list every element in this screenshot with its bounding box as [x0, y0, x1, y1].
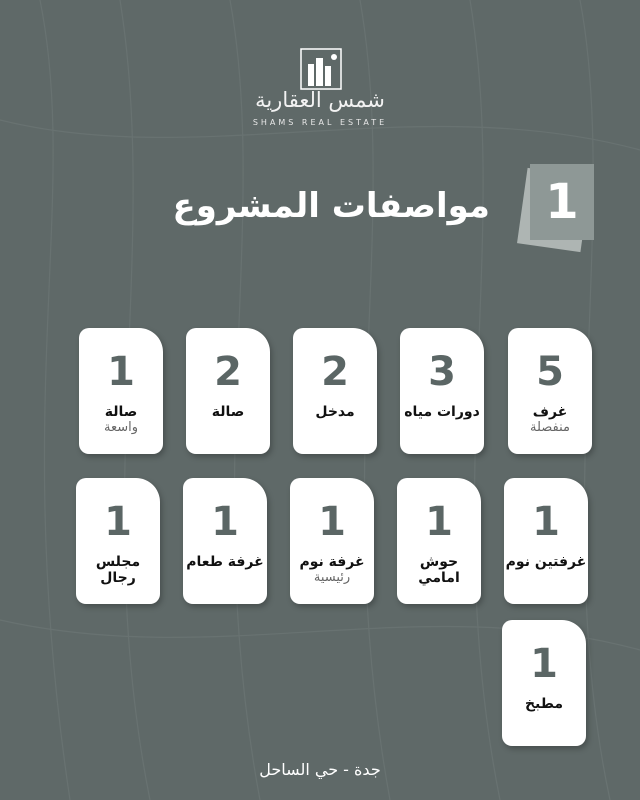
- card-two-bedrooms: [504, 478, 588, 604]
- brand-name-english: SHAMS REAL ESTATE: [252, 118, 388, 127]
- building-logo-icon: [300, 48, 342, 90]
- card-entrance: [293, 328, 377, 454]
- card-label: غرفة طعام: [186, 554, 264, 570]
- card-hall: [186, 328, 270, 454]
- card-number: 5: [536, 349, 564, 395]
- card-number: 1: [530, 641, 558, 687]
- card-label: صالة: [211, 404, 245, 420]
- card-sublabel: منفصلة: [529, 420, 570, 435]
- card-number: 1: [104, 499, 132, 545]
- card-master-bedroom: [290, 478, 374, 604]
- card-number: 1: [425, 499, 453, 545]
- card-label: مدخل: [315, 404, 355, 420]
- card-label: مطبخ: [524, 696, 564, 712]
- card-dining-room: [183, 478, 267, 604]
- card-label: غرف: [532, 404, 568, 420]
- card-label: غرفة نوم: [299, 554, 365, 570]
- card-sublabel: رئيسية: [313, 570, 351, 585]
- card-front-yard: [397, 478, 481, 604]
- card-label: غرفتين نوم: [505, 554, 587, 570]
- card-number: 1: [107, 349, 135, 395]
- card-men-majlis: [76, 478, 160, 604]
- brand-name-arabic: شمس العقارية: [255, 88, 385, 112]
- card-sublabel: واسعة: [103, 420, 139, 435]
- card-number: 3: [428, 349, 456, 395]
- card-number: 1: [532, 499, 560, 545]
- card-number: 2: [321, 349, 349, 395]
- footer-location: جدة - حي الساحل: [259, 760, 381, 779]
- card-rooms: [508, 328, 592, 454]
- title-badge-number: 1: [545, 174, 579, 230]
- card-kitchen: [502, 620, 586, 746]
- card-label: حوش امامي: [418, 554, 460, 586]
- card-label: مجلس رجال: [95, 554, 141, 586]
- card-label: دورات مياه: [404, 404, 480, 420]
- card-bathrooms: [400, 328, 484, 454]
- card-number: 1: [211, 499, 239, 545]
- card-number: 2: [214, 349, 242, 395]
- page-title: مواصفات المشروع: [172, 186, 490, 226]
- card-large-hall: [79, 328, 163, 454]
- card-label: صالة: [104, 404, 138, 420]
- card-number: 1: [318, 499, 346, 545]
